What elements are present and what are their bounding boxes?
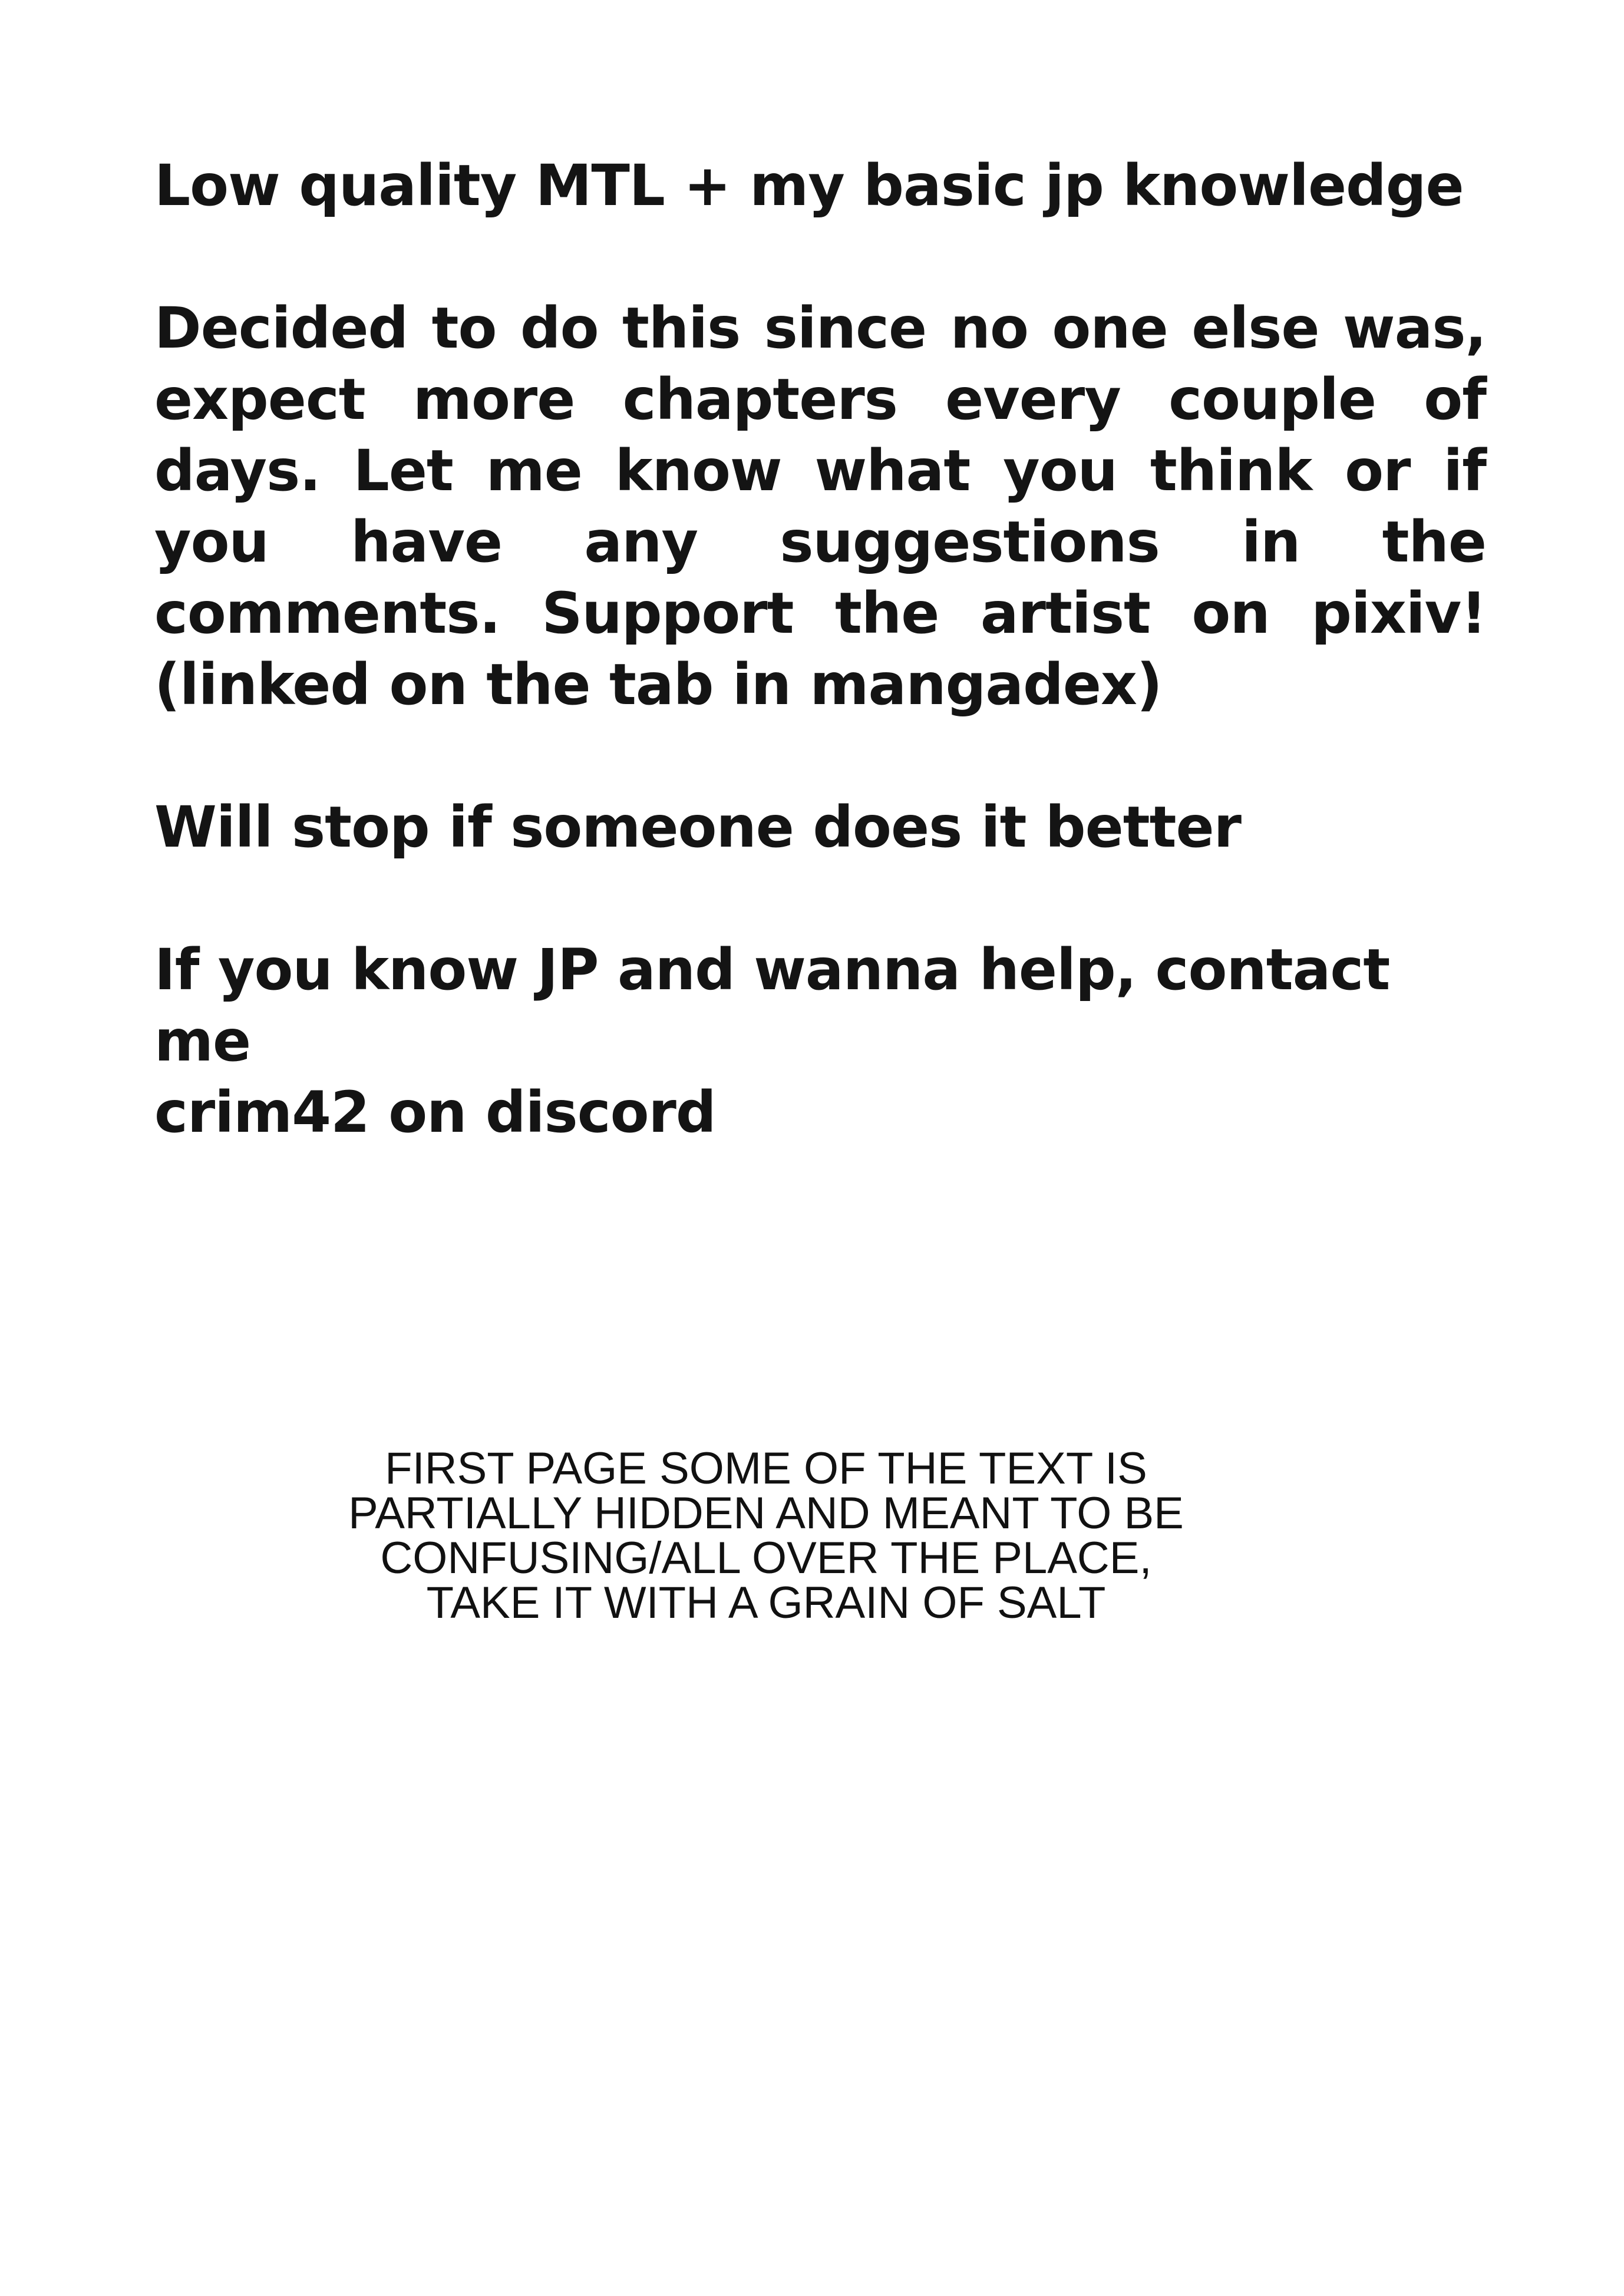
caption-line: TAKE IT WITH A GRAIN OF SALT — [426, 1578, 1106, 1628]
stop-note: Will stop if someone does it better — [154, 794, 1241, 860]
quality-note: Low quality MTL + my basic jp knowledge — [154, 153, 1464, 219]
caption-line: PARTIALLY HIDDEN AND MEANT TO BE — [348, 1488, 1184, 1538]
help-request: If you know JP and wanna help, contact me — [154, 937, 1390, 1074]
caption-line: CONFUSING/ALL OVER THE PLACE, — [380, 1533, 1152, 1583]
translator-notes — [154, 150, 1486, 1148]
intro-paragraph: Decided to do this since no one else was, expect more chapters every couple of days. Let me know what you think or if you have any suggestions in the comments. Support the artist on pixiv! (linked on the tab in mangadex) — [154, 295, 1486, 718]
first-page-caption — [271, 1443, 1261, 1628]
caption-line: FIRST PAGE SOME OF THE TEXT IS — [385, 1443, 1147, 1494]
contact-info: crim42 on discord — [154, 1079, 716, 1145]
